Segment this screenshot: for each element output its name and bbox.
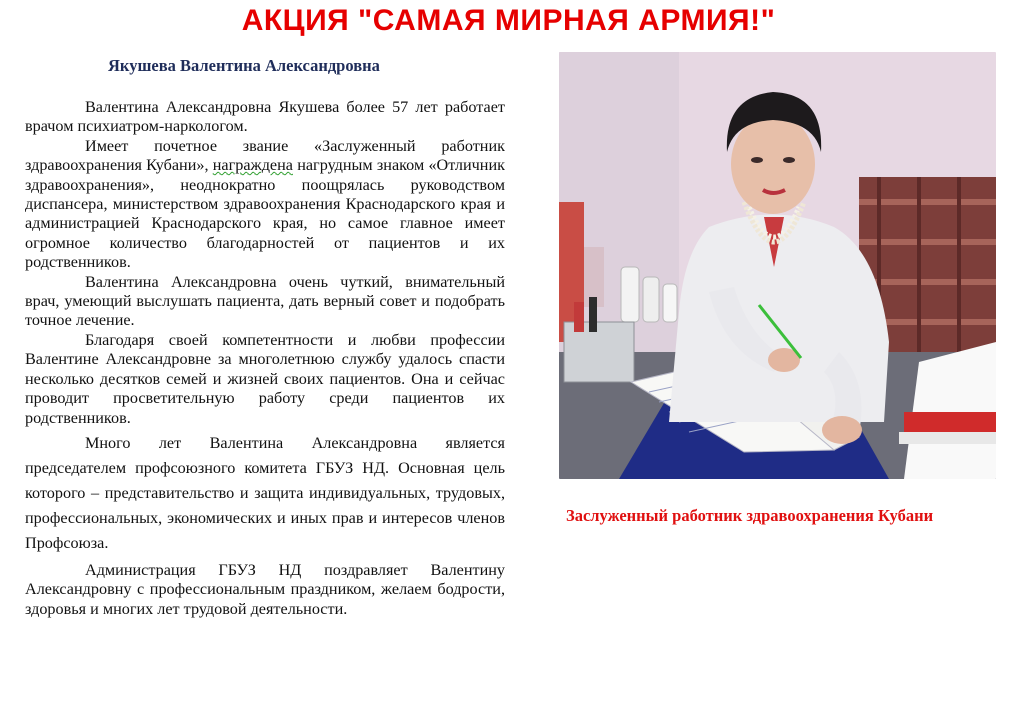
awards-text-end: нагрудным знаком «Отличник здравоохранения», неоднократно поощрялась руководством диспансера, министерством здравоохранения Краснодарского края и администрацией Краснодарского края, но самое главное имеет огромное количество благодарностей от пациентов и их родственников. xyxy=(25,156,505,272)
paragraph-awards xyxy=(25,137,505,273)
doctor-photo xyxy=(559,52,996,479)
awards-text-start: Имеет почетное звание «Заслуженный работник здравоохранения Кубани», xyxy=(25,136,505,175)
paragraph-union: Много лет Валентина Александровна является председателем профсоюзного комитета ГБУЗ НД. Основная цель которого – представительство и защита индивидуальных, трудовых, профессиональных, экономических и иных прав и интересов членов Профсоюза. xyxy=(25,433,505,552)
paragraph-qualities: Валентина Александровна очень чуткий, внимательный врач, умеющий выслушать пациента, дать верный совет и подобрать точное лечение. xyxy=(25,272,505,330)
person-name: Якушева Валентина Александровна xyxy=(108,56,380,75)
spellcheck-underlined-word: награждена xyxy=(212,156,293,175)
page-headline: АКЦИЯ "САМАЯ МИРНАЯ АРМИЯ!" xyxy=(241,4,776,37)
paragraph-experience: Валентина Александровна Якушева более 57 лет работает врачом психиатром-наркологом. xyxy=(25,98,505,136)
article-body xyxy=(25,98,505,619)
paragraph-congratulations: Администрация ГБУЗ НД поздравляет Валентину Александровну с профессиональным праздником, желаем бодрости, здоровья и многих лет трудовой деятельности. xyxy=(25,560,505,618)
photo-caption: Заслуженный работник здравоохранения Кубани xyxy=(566,506,934,525)
paragraph-competence: Благодаря своей компетентности и любви профессии Валентине Александровне за многолетнюю службу удалось спасти несколько десятков семей и жизней своих пациентов. Она и сейчас проводит просветительную работу среди пациентов их родственников. xyxy=(25,330,505,427)
